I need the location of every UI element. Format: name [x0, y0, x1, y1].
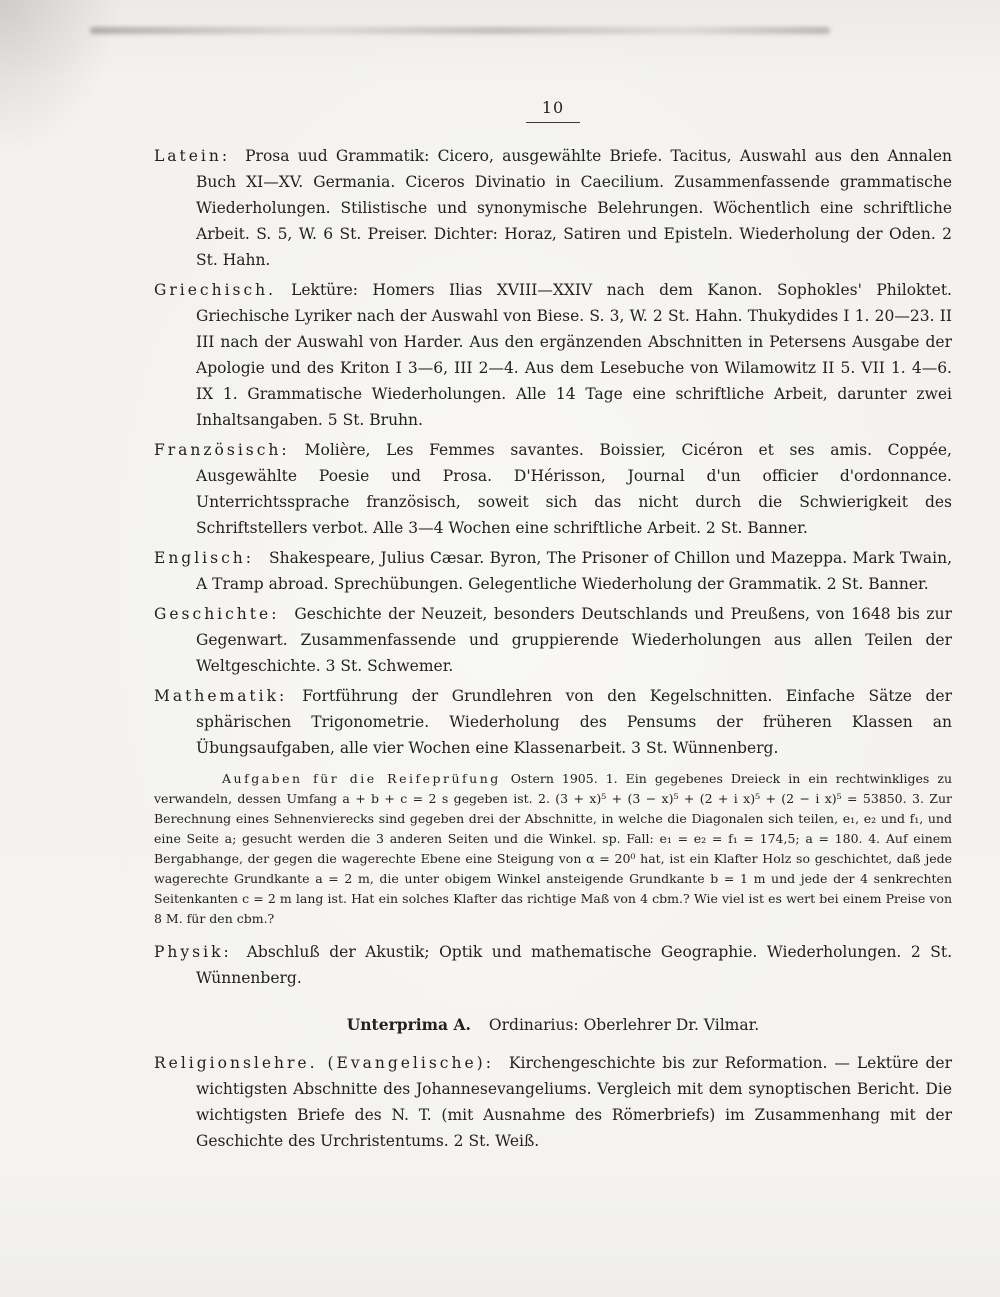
subject-term-physik: Physik:: [154, 943, 232, 961]
subject-term-griechisch: Griechisch.: [154, 281, 277, 299]
subject-term-englisch: Englisch:: [154, 549, 254, 567]
subject-body-griechisch: Lektüre: Homers Ilias XVIII—XXIV nach dem Kanon. Sophokles' Philoktet. Griechische Lyriker nach der Auswahl von Biese. S. 3, W. 2 St. Hahn. Thukydides I 1. 20—23. II III nach der Auswahl von Harder. Aus den ergänzenden Abschnitten in Petersens Ausgabe der Apologie und des Kriton I 3—6, III 2—4. Aus dem Lesebuche von Wilamowitz II 5. VII 1. 4—6. IX 1. Grammatische Wiederholungen. Alle 14 Tage eine schriftliche Arbeit, darunter zwei Inhaltsangaben. 5 St. Bruhn.: [196, 281, 952, 429]
subject-body-mathematik: Fortführung der Grundlehren von den Kegelschnitten. Einfache Sätze der sphärischen Trigonometrie. Wiederholung des Pensums der früheren Klassen an Übungsaufgaben, alle vier Wochen eine Klassenarbeit. 3 St. Wünnenberg.: [196, 687, 952, 757]
class-title-text: Unterprima A.: [346, 1015, 471, 1034]
subject-body-religionslehre: Kirchengeschichte bis zur Reformation. — Lektüre der wichtigsten Abschnitte des Johannesevangeliums. Vergleich mit dem synoptischen Bericht. Die wichtigsten Briefe des N. T. (mit Ausnahme des Römerbriefs) im Zusammenhang mit der Geschichte des Urchristentums. 2 St. Weiß.: [196, 1054, 952, 1150]
class-heading-unterprima-a: [154, 1015, 952, 1034]
page-number: 10: [526, 98, 580, 123]
paragraph-griechisch: [154, 277, 952, 433]
paragraph-religionslehre: [154, 1050, 952, 1154]
subject-body-geschichte: Geschichte der Neuzeit, besonders Deutschlands und Preußens, von 1648 bis zur Gegenwart. Zusammenfassende und gruppierende Wiederholungen aus allen Teilen der Weltgeschichte. 3 St. Schwemer.: [196, 605, 952, 675]
subject-term-religionslehre: Religionslehre. (Evangelische):: [154, 1054, 494, 1072]
page-number-wrap: [154, 98, 952, 123]
subject-body-latein: Prosa uud Grammatik: Cicero, ausgewählte Briefe. Tacitus, Auswahl aus den Annalen Buch XI—XV. Germania. Ciceros Divinatio in Caecilium. Zusammenfassende grammatische Wiederholungen. Stilistische und synonymische Belehrungen. Wöchentlich eine schriftliche Arbeit. S. 5, W. 6 St. Preiser. Dichter: Horaz, Satiren und Episteln. Wiederholung der Oden. 2 St. Hahn.: [196, 147, 952, 269]
paragraph-franzoesisch: [154, 437, 952, 541]
class-ordinarius-text: Ordinarius: Oberlehrer Dr. Vilmar.: [488, 1016, 760, 1034]
exam-body-text: Ostern 1905. 1. Ein gegebenes Dreieck in ein rechtwinkliges zu verwandeln, dessen Umfang a + b + c = 2 s gegeben ist. 2. (3 + x)⁵ + (3 − x)⁵ + (2 + i x)⁵ + (2 − i x)⁵ = 53850. 3. Zur Berechnung eines Sehnenvierecks sind gegeben drei der Abschnitte, in welche die Diagonalen sich teilen, e₁, e₂ und f₁, und eine Seite a; gesucht werden die 3 anderen Seiten und die Winkel. sp. Fall: e₁ = e₂ = f₁ = 174,5; a = 180. 4. Auf einem Bergabhange, der gegen die wagerechte Ebene eine Steigung von α = 20⁰ hat, ist ein Klafter Holz so geschichtet, daß jede wagerechte Grundkante a = 2 m, die unter obigem Winkel ansteigende Grundkante b = 1 m und jede der 4 senkrechten Seitenkanten c = 2 m lang ist. Hat ein solches Klafter das richtige Maß von 4 cbm.? Wie viel ist es wert bei einem Preise von 8 M. für den cbm.?: [154, 771, 952, 926]
exam-lead-text: Aufgaben für die Reifeprüfung: [222, 771, 501, 786]
paragraph-geschichte: [154, 601, 952, 679]
paragraph-reifepruefung-aufgaben: [154, 769, 952, 929]
scan-artifact-smear: [90, 27, 830, 34]
subject-term-franzoesisch: Französisch:: [154, 441, 290, 459]
paragraph-latein: [154, 143, 952, 273]
paragraph-mathematik: [154, 683, 952, 761]
subject-body-englisch: Shakespeare, Julius Cæsar. Byron, The Prisoner of Chillon und Mazeppa. Mark Twain, A Tramp abroad. Sprechübungen. Gelegentliche Wiederholung der Grammatik. 2 St. Banner.: [196, 549, 952, 593]
subject-body-physik: Abschluß der Akustik; Optik und mathematische Geographie. Wiederholungen. 2 St. Wünnenberg.: [196, 943, 952, 987]
paragraph-physik: [154, 939, 952, 991]
subject-term-mathematik: Mathematik:: [154, 687, 288, 705]
subject-body-franzoesisch: Molière, Les Femmes savantes. Boissier, Cicéron et ses amis. Coppée, Ausgewählte Poesie und Prosa. D'Hérisson, Journal d'un officier d'ordonnance. Unterrichtssprache französisch, soweit sich das nicht durch die Schwierigkeit des Schriftstellers verbot. Alle 3—4 Wochen eine schriftliche Arbeit. 2 St. Banner.: [196, 441, 952, 537]
subject-term-latein: Latein:: [154, 147, 231, 165]
page-body: [154, 98, 952, 1158]
scan-corner-shadow: [0, 0, 120, 160]
paragraph-englisch: [154, 545, 952, 597]
subject-term-geschichte: Geschichte:: [154, 605, 280, 623]
